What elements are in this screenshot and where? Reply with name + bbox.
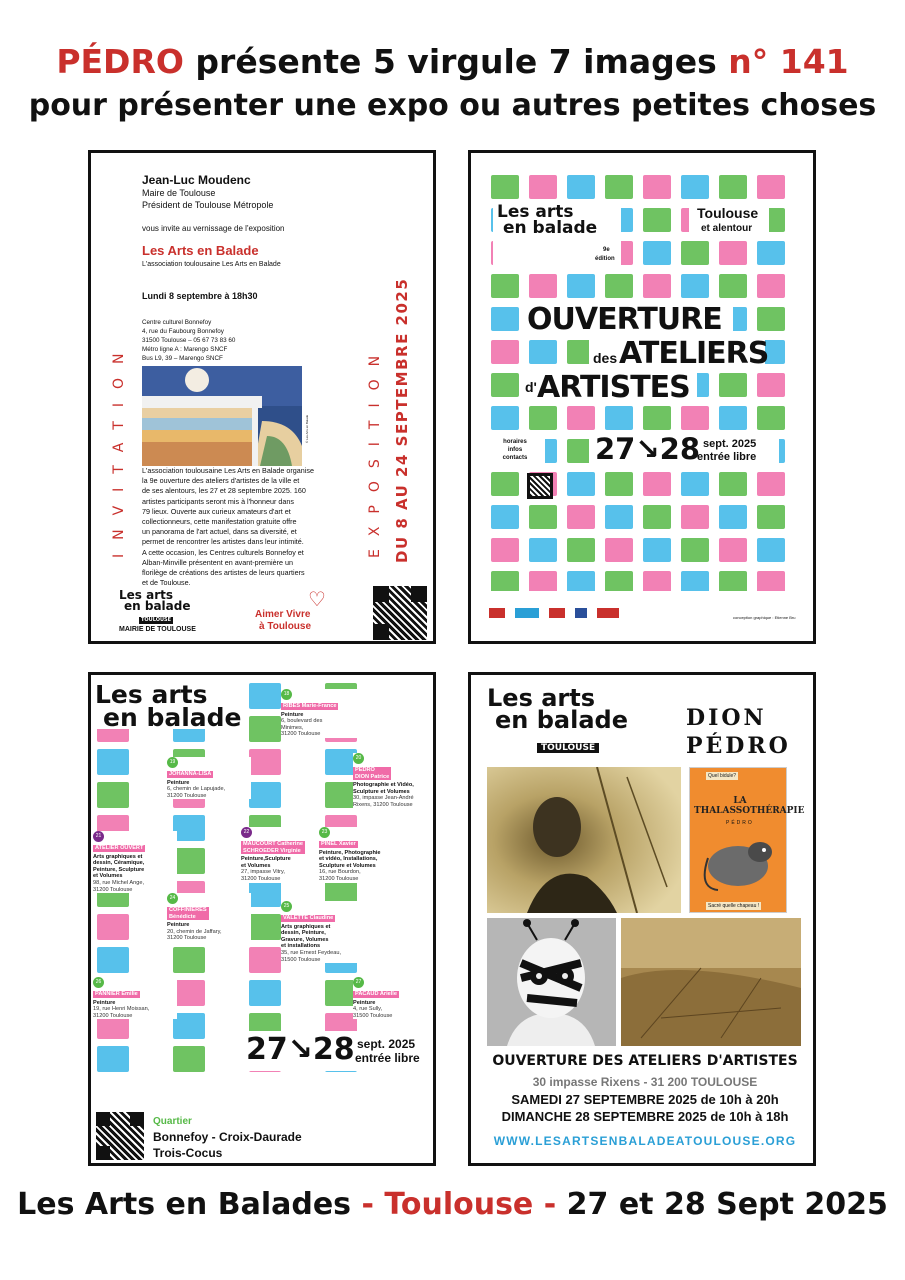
logo-line-2: en balade [124,599,191,614]
pattern-square [643,274,671,298]
vernissage-date: Lundi 8 septembre à 18h30 [142,291,258,301]
artist-address: 98, rue Michel Ange, 31200 Toulouse [93,879,144,893]
pattern-square [719,274,747,298]
book-illustration [698,828,784,894]
list-item [281,689,365,738]
pattern-square [491,307,519,331]
event-entry: entrée libre [355,1051,420,1065]
list-item [93,977,177,1019]
portrait-photo [487,767,681,913]
pattern-square [757,538,785,562]
list-item [167,757,251,799]
saturday-hours: SAMEDI 27 SEPTEMBRE 2025 de 10h à 20h [511,1092,779,1107]
body-line: artistes participants seront mis à l'honneur dans [142,496,294,506]
page-footer [0,1187,905,1222]
book-title: LA THALASSOTHÉRAPIE [694,796,805,816]
assoc-line: L'association toulousaine Les Arts en Balade [142,261,281,268]
mask-photo [487,918,616,1046]
pattern-square [249,782,281,808]
pattern-square [249,716,281,742]
quartier-line-1: Bonnefoy - Croix-Daurade [153,1130,302,1144]
pattern-square [757,175,785,199]
expo-address: 30 impasse Rixens - 31 200 TOULOUSE [532,1075,758,1089]
edition-number: 9e [603,247,610,253]
body-line: un panorama de l'art actuel, dans sa diversité, et [142,527,297,537]
logo-line-1: Les arts [119,588,173,602]
info-horaires: horaires [503,439,527,445]
arts-en-balade-logo [487,684,628,754]
address-line: 31500 Toulouse – 05 67 73 83 60 [142,337,236,344]
pattern-square [719,241,747,265]
body-line: 79 lieux. Ouverte aux curieux amateurs d'art et [142,506,291,516]
pattern-square [249,881,281,907]
artist-name: PANNIER Emilie [95,991,138,997]
artist-address: 27, impasse Vitry, 31200 Toulouse [241,869,285,882]
pattern-square [681,538,709,562]
pattern-square [529,406,557,430]
pattern-square [681,406,709,430]
title-ouverture: OUVERTURE [527,302,722,337]
address-line: Centre culturel Bonnefoy [142,319,212,326]
entry-number: 24 [167,893,178,904]
book-top-text: Quel bidule? [708,773,737,779]
footer-dates: 27 et 28 Sept 2025 [566,1187,888,1222]
pattern-square [719,538,747,562]
pattern-square [757,406,785,430]
artist-address: 20, chemin de Jaffary, 31200 Toulouse [167,928,222,942]
poster-card [468,150,816,644]
pattern-square [681,274,709,298]
artwork-image [142,366,302,466]
pattern-square [491,505,519,529]
title-des: des [593,350,618,366]
body-line: Alban-Minville présentent en avant-première un [142,557,294,567]
event-entry: entrée libre [697,451,757,463]
pattern-square [173,1013,205,1039]
pattern-square [491,406,519,430]
vertical-invitation: INVITATION [111,339,127,558]
edition-label: édition [595,256,615,262]
pattern-square [249,947,281,973]
ouverture-text: OUVERTURE DES ATELIERS D'ARTISTES [492,1053,798,1069]
artist-name: MAUCOURT Catherine SCHROEDER Virginie [243,841,303,854]
entry-number: 18 [281,689,292,700]
artist-discipline: Peinture, Photographie et vidéo, Installations, Sculpture et Volumes [319,849,381,869]
artist-discipline: Peinture [353,999,376,1006]
pattern-square [643,472,671,496]
artist-name: PACAUD Arielle [355,991,397,997]
pattern-square [491,472,519,496]
body-line: collectionneurs, cette manifestation gratuite offre [142,517,297,527]
pattern-square [567,274,595,298]
brand-name: PÉDRO [56,42,184,81]
pattern-square [491,175,519,199]
footer-dash: - [351,1187,385,1222]
entry-number: 23 [319,827,330,838]
pattern-square [643,208,671,232]
artist-discipline: Peinture [167,922,190,929]
sponsor-logo [489,608,505,618]
logo-line-1: Les arts [487,684,595,712]
pattern-square [529,175,557,199]
artist-name-2: PÉDRO [686,733,791,759]
event-month: sept. 2025 [357,1037,416,1051]
pattern-square [249,683,281,709]
pattern-square [719,472,747,496]
logo-tag: TOULOUSE [537,743,599,753]
pattern-square [529,340,557,364]
pattern-square [173,947,205,973]
artist-name: VALETTE Claudine [283,915,334,921]
body-line: et de Toulouse. [142,578,191,588]
book-cover [689,767,805,913]
pattern-square [681,175,709,199]
website-link[interactable]: WWW.LESARTSENBALADEATOULOUSE.ORG [493,1134,797,1148]
title-d: d' [525,379,537,395]
pattern-square [97,749,129,775]
arts-en-balade-logo [497,202,598,238]
arts-en-balade-logo [95,680,242,732]
sunday-hours: DIMANCHE 28 SEPTEMBRE 2025 de 10h à 18h [501,1109,789,1124]
pattern-square [529,538,557,562]
pattern-square [605,505,633,529]
artist-address: 30, impasse Jean-André Rixens, 31200 Toulouse [353,795,414,808]
address-line: Bus L9, 39 – Marengo SNCF [142,355,223,362]
quartier-label: Quartier [153,1116,192,1127]
pattern-square [757,373,785,397]
pattern-square [567,406,595,430]
pattern-square [173,848,205,874]
artist-discipline: Peinture [167,779,190,786]
page-title-line1 [0,42,905,81]
artist-address: 6, boulevard des Minimes, 31200 Toulouse [281,718,323,738]
pattern-square [719,505,747,529]
pattern-square [491,538,519,562]
design-credit: conception graphique : Etienne Bru [733,615,796,620]
pattern-square [491,274,519,298]
list-item [93,831,177,893]
pattern-square [719,373,747,397]
pattern-square [757,505,785,529]
sponsor-logo [597,608,619,618]
invitation-card [88,150,436,644]
artist-map-card [88,672,436,1166]
book-bottom-text: Sacré quelle chapeau ! [708,903,760,909]
artwork-credit: © Les Arts en Balade [305,414,309,443]
list-item [281,901,365,963]
pattern-square [491,373,519,397]
sponsor-logos [489,608,619,618]
artist-discipline: Peinture [93,999,116,1006]
pattern-square [681,505,709,529]
artist-address: 35, rue Ernest Feydeau, 31500 Toulouse [281,949,342,963]
pattern-square [173,1046,205,1072]
pattern-square [643,505,671,529]
artist-discipline: Peinture,Sculpture et Volumes [241,856,291,869]
title-artistes: ARTISTES [537,370,690,405]
artist-name: JOHANNA-LISA [169,771,212,777]
host-role-1: Maire de Toulouse [142,188,216,198]
pattern-square [173,980,205,1006]
list-item [353,977,436,1019]
artist-address: 19, rue Henri Moissan, 31200 Toulouse [93,1006,150,1019]
artist-address: 6, chemin de Lapujade, 31200 Toulouse [167,786,226,799]
pattern-square [567,175,595,199]
expo-card [468,672,816,1166]
aimer-vivre-1: Aimer Vivre [255,609,311,620]
host-name: Jean-Luc Moudenc [142,173,251,187]
vertical-exposition: EXPOSITION [367,342,383,558]
body-line: permet de rencontrer les artistes dans leur intimité. [142,537,304,547]
pattern-square [605,274,633,298]
pattern-square [529,274,557,298]
entry-number: 21 [93,831,104,842]
pattern-square [97,1046,129,1072]
pattern-square [719,175,747,199]
list-item [319,827,403,883]
artist-name-1: DION [686,705,767,731]
body-line: florilège de créations des artistes de leurs quartiers [142,568,305,578]
event-name: Les Arts en Balade [142,243,259,258]
artist-name: ATELIER OUVERT [95,845,144,851]
artist-name: PINEL Xavier [321,841,356,847]
footer-event: Les Arts en Balades [17,1187,352,1222]
pattern-square [491,340,519,364]
entry-number: 20 [353,753,364,764]
footer-city: Toulouse [384,1187,534,1222]
pattern-square [249,749,281,775]
invitation-body [142,466,352,588]
pattern-square [173,815,205,841]
title-middle: présente 5 virgule 7 images [195,42,717,81]
body-line: la 9e ouverture des ateliers d'artistes de la ville et [142,476,300,486]
artist-name: PÉDRO DION Patrice [355,767,390,780]
sponsor-logo [549,608,565,618]
title-ateliers: ATELIERS [619,336,769,371]
host-role-2: Président de Toulouse Métropole [142,200,274,210]
pattern-square [567,472,595,496]
info-infos: infos [507,447,523,453]
entry-number: 25 [281,901,292,912]
logo-tag: TOULOUSE [141,617,172,624]
info-links [485,438,545,462]
artist-discipline: Peinture [281,711,304,718]
artist-address: 4, rue Sully, 31500 Toulouse [353,1006,393,1019]
artist-address: 16, rue Bourdon, 31200 Toulouse [319,869,361,882]
artist-discipline: Photographie et Vidéo, Sculpture et Volumes [353,782,414,795]
artist-name: COFFINIÈRES Bénédicte [169,907,207,920]
list-item [353,753,436,809]
pattern-square [605,175,633,199]
pattern-square [681,241,709,265]
list-item [167,893,251,942]
pattern-square [757,241,785,265]
pattern-square [249,980,281,1006]
aimer-vivre-2: à Toulouse [259,621,312,632]
body-line: A cette occasion, les Centres culturels Bonnefoy et [142,547,304,557]
logo-line-2: en balade [103,703,242,732]
invite-line: vous invite au vernissage de l'exposition [142,224,285,233]
address-line: 4, rue du Faubourg Bonnefoy [142,328,224,335]
event-month: sept. 2025 [703,438,757,450]
mairie-logo: MAIRIE DE TOULOUSE [119,626,196,633]
footer-dash: - [533,1187,567,1222]
sponsor-logo [515,608,539,618]
pattern-square [567,505,595,529]
qr-code [527,473,553,499]
artist-discipline: Arts graphiques et dessin, Peinture, Gravure, Volumes et installations [281,923,331,950]
logo-line-2: en balade [495,706,628,735]
page-subtitle: pour présenter une expo ou autres petites choses [28,88,877,123]
venue-address [142,318,235,363]
event-dates: 27↘28 [246,1032,355,1067]
pattern-square [757,472,785,496]
logo-line-1: Les arts [95,680,208,709]
body-line: L'association toulousaine Les Arts en Balade organise [142,466,314,475]
pattern-square [605,406,633,430]
info-contacts: contacts [502,455,528,461]
entry-number: 22 [241,827,252,838]
pattern-square [757,307,785,331]
pattern-square [605,538,633,562]
book-author: PÉDRO [726,820,754,826]
entry-number: 27 [353,977,364,988]
vertical-dates: DU 8 AU 24 SEPTEMBRE 2025 [393,277,411,563]
pattern-square [643,241,671,265]
pattern-square [719,406,747,430]
city-title: Toulouse [697,205,759,221]
qr-code [96,1112,144,1160]
address-line: Métro ligne A : Marengo SNCF [142,346,228,353]
pattern-square [643,406,671,430]
pattern-square [643,538,671,562]
logo-line-1: Les arts [497,202,574,222]
landscape-photo [621,918,801,1046]
logo-line-2: en balade [503,217,598,238]
pattern-square [97,782,129,808]
pattern-square [97,914,129,940]
pattern-square [643,175,671,199]
city-subtitle: et alentour [701,223,753,234]
pattern-square [605,472,633,496]
pattern-square [97,947,129,973]
event-dates: 27↘28 [595,432,701,466]
issue-number: n° 141 [728,42,849,81]
artist-name: RIBES Marie-France [283,703,337,709]
qr-code [373,586,427,640]
pattern-square [757,274,785,298]
pattern-square [249,914,281,940]
entry-number: 26 [93,977,104,988]
artist-discipline: Arts graphiques et dessin, Céramique, Peinture, Sculpture et Volumes [93,853,145,880]
arts-en-balade-logo [119,590,191,624]
pattern-square [681,472,709,496]
pattern-square [567,538,595,562]
list-item [241,827,325,883]
entry-number: 19 [167,757,178,768]
body-line: de ses alentours, les 27 et 28 septembre 2025. 160 [142,486,306,496]
pattern-square [529,505,557,529]
quartier-line-2: Trois-Cocus [153,1146,223,1160]
sponsor-logo [575,608,587,618]
heart-icon: ♡ [308,589,326,611]
